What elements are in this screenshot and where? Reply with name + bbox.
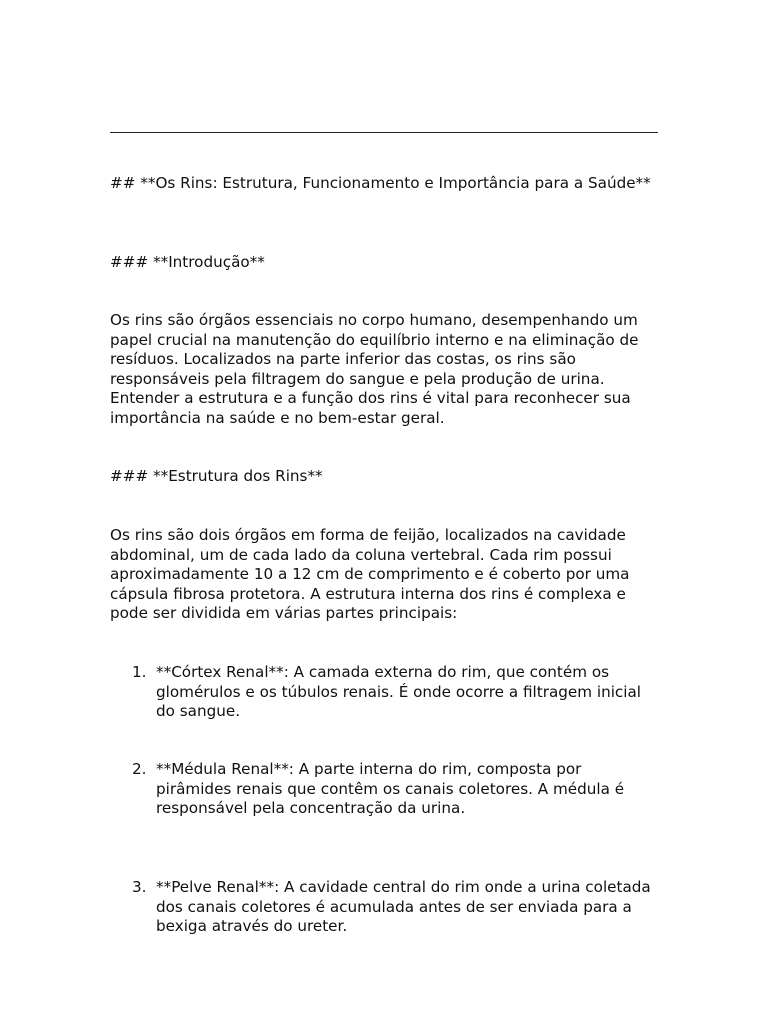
horizontal-rule [110, 132, 658, 133]
list-item-number: 2. [132, 760, 147, 778]
list-item-number: 1. [132, 663, 147, 681]
list-item-text: **Córtex Renal**: A camada externa do rim, que contém os glomérulos e os túbulos renais. É onde ocorre a filtragem inicial do sangue. [156, 663, 642, 721]
intro-paragraph: Os rins são órgãos essenciais no corpo humano, desempenhando um papel crucial na manutenção do equilíbrio interno e na eliminação de resíduos. Localizados na parte inferior das costas, os rins são responsáveis pela filtragem do sangue e pela produção de urina. Entender a estrutura e a função dos rins é vital para reconhecer sua importância na saúde e no bem-estar geral. [110, 311, 639, 427]
list-item-text: **Pelve Renal**: A cavidade central do rim onde a urina coletada dos canais coletores é acumulada antes de ser enviada para a bexiga através do ureter. [156, 878, 651, 936]
structure-paragraph: Os rins são dois órgãos em forma de feijão, localizados na cavidade abdominal, um de cada lado da coluna vertebral. Cada rim possui aproximadamente 10 a 12 cm de comprimento e é coberto por uma cápsula fibrosa protetora. A estrutura interna dos rins é complexa e pode ser dividida em várias partes principais: [110, 526, 630, 623]
structure-heading: ### **Estrutura dos Rins** [110, 467, 323, 485]
document-title: ## **Os Rins: Estrutura, Funcionamento e Importância para a Saúde** [110, 174, 651, 192]
list-item-number: 3. [132, 878, 147, 896]
intro-heading: ### **Introdução** [110, 253, 265, 271]
list-item-text: **Médula Renal**: A parte interna do rim, composta por pirâmides renais que contêm os canais coletores. A médula é responsável pela concentração da urina. [156, 760, 625, 818]
